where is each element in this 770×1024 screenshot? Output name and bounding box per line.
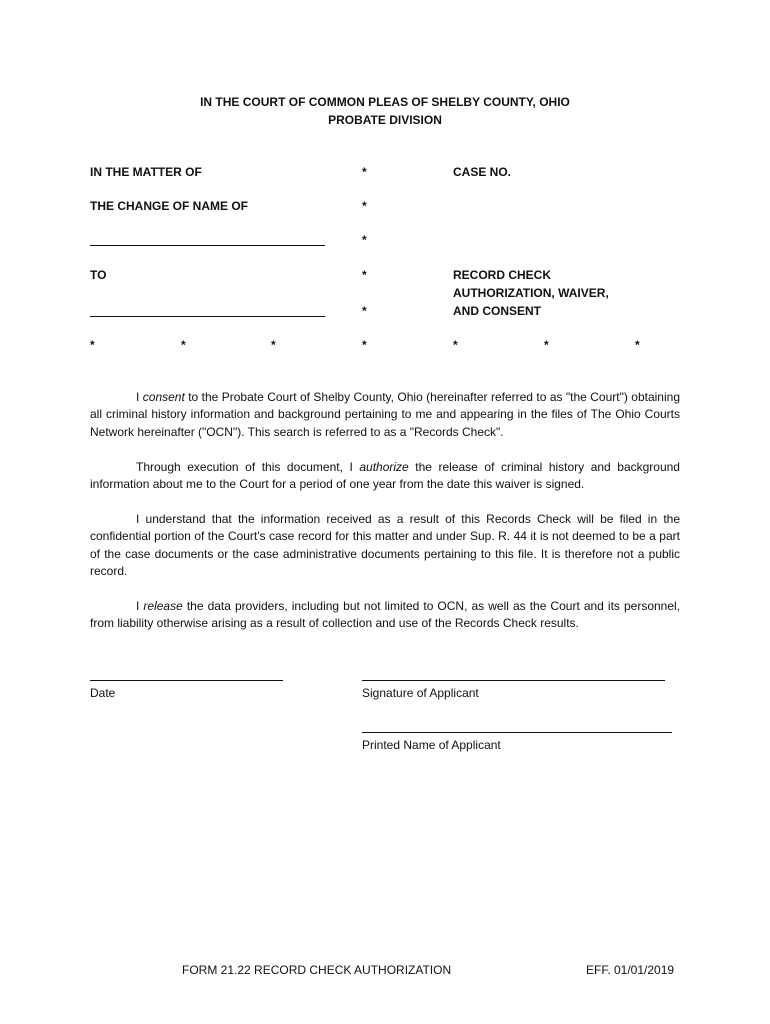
form-number: FORM 21.22 RECORD CHECK AUTHORIZATION xyxy=(182,963,452,977)
change-of-name-label: THE CHANGE OF NAME OF xyxy=(90,199,248,213)
effective-date: EFF. 01/01/2019 xyxy=(586,963,675,977)
printed-name-line xyxy=(362,732,672,733)
in-the-matter-of-label: IN THE MATTER OF xyxy=(90,165,202,179)
consent-paragraph: I consent to the Probate Court of Shelby County, Ohio (hereinafter referred to as "the Court") obtaining all criminal history information and background pertaining to me and appearing in the files of The Ohio Courts Network hereinafter ("OCN"). This search is referred to as a "Records Check". xyxy=(90,390,680,439)
caption-star: * xyxy=(362,199,367,213)
case-number-label: CASE NO. xyxy=(453,165,512,179)
signature-label: Signature of Applicant xyxy=(362,686,479,700)
document-title-line-3: AND CONSENT xyxy=(453,304,542,318)
caption-star: * xyxy=(362,268,367,282)
authorize-paragraph: Through execution of this document, I authorize the release of criminal history and background information about me to the Court for a period of one year from the date this waiver is signed. xyxy=(90,460,680,492)
document-title-line-1: RECORD CHECK xyxy=(453,268,552,282)
caption-star: * xyxy=(362,165,367,179)
date-label: Date xyxy=(90,686,116,700)
document-title-line-2: AUTHORIZATION, WAIVER, xyxy=(453,286,609,300)
separator-star: * xyxy=(544,338,549,352)
separator-star: * xyxy=(271,338,276,352)
printed-name-label: Printed Name of Applicant xyxy=(362,738,501,752)
separator-star: * xyxy=(362,338,367,352)
to-label: TO xyxy=(90,268,107,282)
release-paragraph: I release the data providers, including but not limited to OCN, as well as the Court and its personnel, from liability otherwise arising as a result of collection and use of the Records Check results. xyxy=(90,599,681,631)
signature-line xyxy=(362,680,665,681)
current-name-line xyxy=(90,245,325,246)
understanding-paragraph: I understand that the information received as a result of this Records Check will be filed in the confidential portion of the Court's case record for this matter and under Sup. R. 44 it is not deemed to be a part of the case documents or the case administrative documents pertaining to this file. It is therefore not a public record. xyxy=(90,512,680,578)
caption-star: * xyxy=(362,233,367,247)
date-line xyxy=(90,680,283,681)
caption-star: * xyxy=(362,304,367,318)
separator-star: * xyxy=(635,338,640,352)
court-heading: IN THE COURT OF COMMON PLEAS OF SHELBY COUNTY, OHIO xyxy=(200,95,570,109)
separator-star: * xyxy=(90,338,95,352)
separator-star: * xyxy=(181,338,186,352)
new-name-line xyxy=(90,316,325,317)
division-heading: PROBATE DIVISION xyxy=(328,113,442,127)
separator-star: * xyxy=(453,338,458,352)
